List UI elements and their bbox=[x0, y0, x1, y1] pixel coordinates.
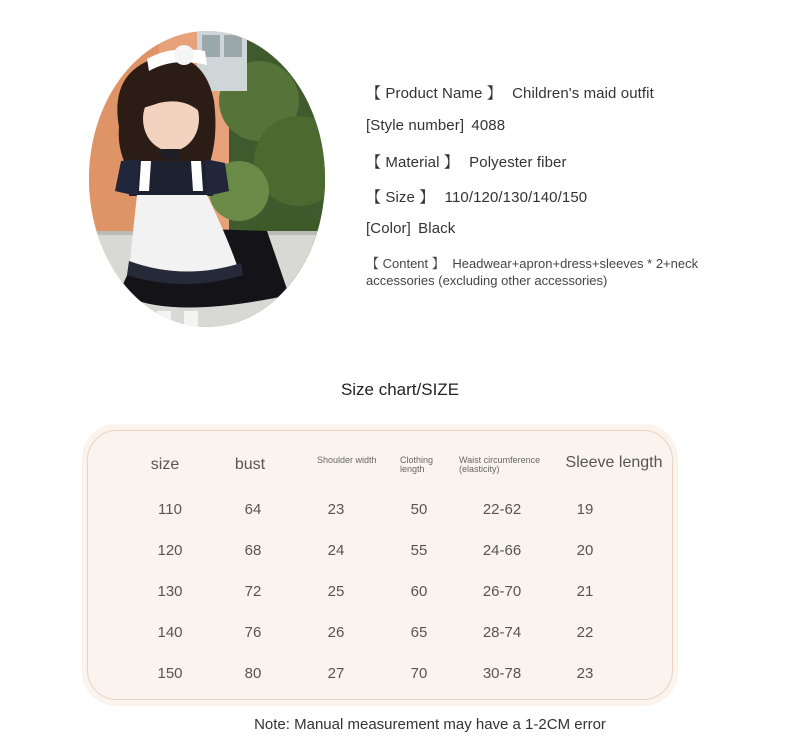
cell-waist: 26-70 bbox=[482, 583, 522, 600]
header-size: size bbox=[150, 456, 180, 473]
cell-sleeve: 23 bbox=[576, 665, 594, 682]
cell-length: 55 bbox=[410, 542, 428, 559]
cell-bust: 68 bbox=[244, 542, 262, 559]
cell-shoulder: 23 bbox=[327, 501, 345, 518]
product-photo bbox=[89, 31, 325, 327]
header-sleeve-length: Sleeve length bbox=[565, 454, 663, 471]
cell-waist: 22-62 bbox=[482, 501, 522, 518]
cell-bust: 72 bbox=[244, 583, 262, 600]
style-number-row bbox=[366, 117, 505, 134]
cell-size: 140 bbox=[157, 624, 183, 641]
header-bust: bust bbox=[234, 456, 266, 473]
material-row bbox=[366, 151, 567, 172]
size-value: 110/120/130/140/150 bbox=[444, 189, 588, 206]
cell-sleeve: 21 bbox=[576, 583, 594, 600]
measurement-note: Note: Manual measurement may have a 1-2CM error bbox=[254, 716, 606, 733]
cell-waist: 30-78 bbox=[482, 665, 522, 682]
content-value: Headwear+apron+dress+sleeves * 2+neck accessories (excluding other accessories) bbox=[366, 256, 699, 288]
style-number-value: 4088 bbox=[471, 117, 506, 134]
color-label: [Color] bbox=[366, 220, 411, 237]
color-value: Black bbox=[418, 220, 456, 237]
material-label: 【 Material 】 bbox=[366, 154, 459, 171]
product-name-row bbox=[366, 82, 654, 103]
size-chart-table bbox=[82, 424, 678, 706]
style-number-label: [Style number] bbox=[366, 117, 465, 134]
header-waist-line2: (elasticity) bbox=[459, 464, 500, 474]
header-waist-circumference bbox=[459, 456, 540, 474]
cell-sleeve: 20 bbox=[576, 542, 594, 559]
header-waist-line1: Waist circumference bbox=[459, 455, 541, 465]
cell-length: 70 bbox=[410, 665, 428, 682]
cell-waist: 24-66 bbox=[482, 542, 522, 559]
cell-length: 60 bbox=[410, 583, 428, 600]
cell-bust: 64 bbox=[244, 501, 262, 518]
cell-size: 150 bbox=[157, 665, 183, 682]
cell-shoulder: 27 bbox=[327, 665, 345, 682]
cell-size: 130 bbox=[157, 583, 183, 600]
cell-size: 120 bbox=[157, 542, 183, 559]
header-shoulder-width: Shoulder width bbox=[317, 455, 377, 465]
color-row bbox=[366, 220, 455, 237]
cell-shoulder: 24 bbox=[327, 542, 345, 559]
cell-sleeve: 19 bbox=[576, 501, 594, 518]
cell-shoulder: 26 bbox=[327, 624, 345, 641]
header-clothing-length-line2: length bbox=[400, 464, 425, 474]
content-label: 【 Content 】 bbox=[366, 256, 445, 271]
header-clothing-length-line1: Clothing bbox=[400, 455, 434, 465]
size-chart-title: Size chart/SIZE bbox=[340, 380, 460, 399]
cell-bust: 76 bbox=[244, 624, 262, 641]
size-row bbox=[366, 186, 587, 207]
product-name-value: Children's maid outfit bbox=[512, 85, 654, 102]
product-name-label: 【 Product Name 】 bbox=[366, 85, 502, 102]
cell-size: 110 bbox=[158, 501, 182, 518]
cell-length: 65 bbox=[410, 624, 428, 641]
cell-length: 50 bbox=[410, 501, 428, 518]
content-row bbox=[366, 255, 708, 289]
size-label: 【 Size 】 bbox=[366, 189, 435, 206]
cell-waist: 28-74 bbox=[482, 624, 522, 641]
cell-sleeve: 22 bbox=[576, 624, 594, 641]
cell-bust: 80 bbox=[244, 665, 262, 682]
material-value: Polyester fiber bbox=[469, 154, 567, 171]
header-clothing-length bbox=[400, 456, 433, 474]
cell-shoulder: 25 bbox=[327, 583, 345, 600]
